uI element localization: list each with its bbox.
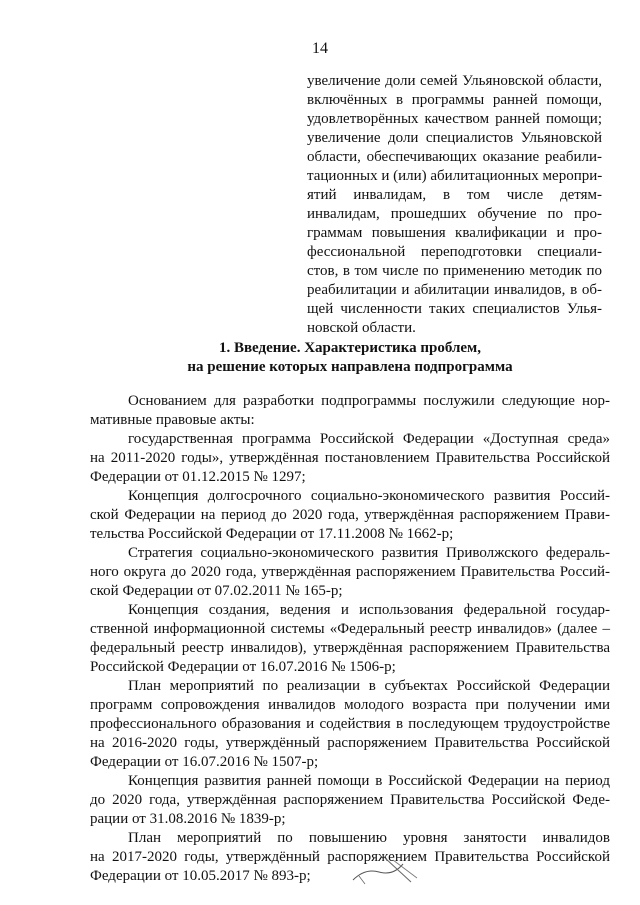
list-line: области, обеспечивающих оказание реабили- (307, 149, 602, 165)
body-line: профессионального образования и содействия в последующем трудоустройстве (90, 716, 610, 732)
body-line: тельства Российской Федерации от 17.11.2008 № 1662-р; (90, 526, 454, 542)
body-line: План мероприятий по повышению уровня занятости инвалидов (128, 830, 610, 846)
body-line: Федерации от 10.05.2017 № 893-р; (90, 868, 311, 884)
list-line: тационных и (или) абилитационных меропри- (307, 168, 603, 184)
page-number: 14 (312, 40, 328, 57)
body-line: ного округа до 2020 года, утверждённая распоряжением Правительства Россий- (90, 564, 610, 580)
list-line: щей численности таких специалистов Улья- (307, 301, 602, 317)
list-line: реабилитации и абилитации инвалидов, в об- (307, 282, 602, 298)
body-line: государственная программа Российской Федерации «Доступная среда» (128, 431, 610, 447)
body-line: рации от 31.08.2016 № 1839-р; (90, 811, 286, 827)
body-line: Федерации от 01.12.2015 № 1297; (90, 469, 306, 485)
body-line: на 2016-2020 годы, утверждённый распоряжением Правительства Российской (90, 735, 610, 751)
body-line: Концепция долгосрочного социально-экономического развития Россий- (128, 488, 610, 504)
body-line: Основанием для разработки подпрограммы послужили следующие нор- (128, 393, 610, 409)
body-line: Федерации от 16.07.2016 № 1507-р; (90, 754, 319, 770)
body-line: мативные правовые акты: (90, 412, 255, 428)
section-heading-line-2: на решение которых направлена подпрограмма (187, 359, 513, 375)
body-line: Стратегия социально-экономического развития Приволжского федераль- (128, 545, 610, 561)
body-line: Концепция создания, ведения и использования федеральной государ- (128, 602, 610, 618)
body-line: ской Федерации на период до 2020 года, утверждённая распоряжением Прави- (90, 507, 610, 523)
body-line: федеральный реестр инвалидов), утверждённая распоряжением Правительства (90, 640, 610, 656)
section-heading-line-1: 1. Введение. Характеристика проблем, (218, 340, 482, 356)
list-line: удовлетворённых качеством ранней помощи; (307, 111, 602, 127)
list-line: фессиональной переподготовки специали- (307, 244, 602, 260)
list-line: увеличение доли семей Ульяновской области, (307, 73, 602, 89)
list-line: новской области. (307, 320, 416, 336)
body-line: ской Федерации от 07.02.2011 № 165-р; (90, 583, 343, 599)
body-line: на 2011-2020 годы», утверждённая постановлением Правительства Российской (90, 450, 610, 466)
pen-mark-icon (345, 850, 425, 890)
body-line: План мероприятий по реализации в субъектах Российской Федерации (128, 678, 610, 694)
list-line: стов, в том числе по применению методик по (307, 263, 602, 279)
list-line: граммам повышения квалификации и про- (307, 225, 602, 241)
body-line: на 2017-2020 годы, утверждённый распоряжением Правительства Российской (90, 849, 610, 865)
body-line: программ сопровождения инвалидов молодого возраста при получении ими (90, 697, 610, 713)
body-line: ственной информационной системы «Федеральный реестр инвалидов» (далее – (90, 621, 610, 637)
list-line: увеличение доли специалистов Ульяновской (307, 130, 602, 146)
body-line: Российской Федерации от 16.07.2016 № 1506-р; (90, 659, 396, 675)
body-line: до 2020 года, утверждённая распоряжением Правительства Российской Феде- (90, 792, 610, 808)
list-line: ятий инвалидам, в том числе детям- (307, 187, 602, 203)
list-line: включённых в программы ранней помощи, (307, 92, 602, 108)
list-line: инвалидам, прошедших обучение по про- (307, 206, 602, 222)
body-line: Концепция развития ранней помощи в Российской Федерации на период (128, 773, 610, 789)
